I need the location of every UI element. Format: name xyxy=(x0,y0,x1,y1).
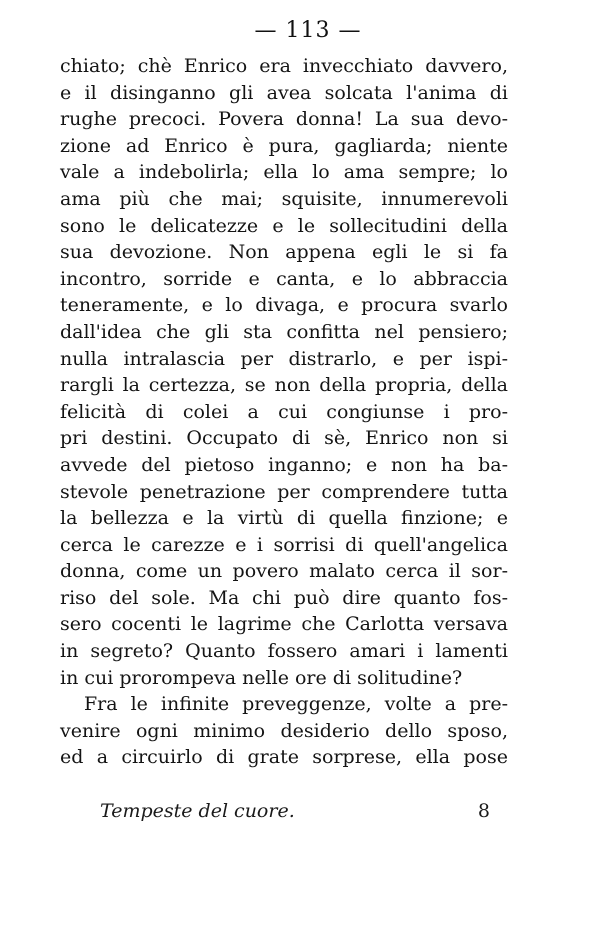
text-line: la bellezza e la virtù di quella finzione; e xyxy=(60,507,508,530)
text-line: pri destini. Occupato di sè, Enrico non si xyxy=(60,427,508,450)
text-line: avvede del pietoso inganno; e non ha ba- xyxy=(60,453,508,476)
text-line: incontro, sorride e canta, e lo abbraccia xyxy=(60,267,508,290)
text-line: rargli la certezza, se non della propria, della xyxy=(60,374,508,397)
text-line: felicità di colei a cui congiunse i pro- xyxy=(60,400,508,423)
text-line: venire ogni minimo desiderio dello sposo, xyxy=(60,719,508,742)
text-line: teneramente, e lo divaga, e procura svarlo xyxy=(60,294,508,317)
text-line: donna, come un povero malato cerca il sor- xyxy=(60,560,508,583)
text-line: ama più che mai; squisite, innumerevoli xyxy=(60,187,508,210)
body-text xyxy=(60,53,508,771)
text-line: vale a indebolirla; ella lo ama sempre; lo xyxy=(60,161,508,184)
text-line: in cui prorompeva nelle ore di solitudine? xyxy=(60,666,463,689)
text-line: sua devozione. Non appena egli le si fa xyxy=(60,241,508,264)
text-line: dall'idea che gli sta confitta nel pensiero; xyxy=(60,320,508,343)
page-footer xyxy=(100,800,490,830)
text-line: Fra le infinite preveggenze, volte a pre- xyxy=(84,693,508,716)
text-line: stevole penetrazione per comprendere tutta xyxy=(60,480,508,503)
signature-line: Tempeste del cuore. xyxy=(100,800,295,822)
signature-mark: 8 xyxy=(477,800,490,822)
text-line: zione ad Enrico è pura, gagliarda; niente xyxy=(60,134,508,157)
text-line: e il disinganno gli avea solcata l'anima di xyxy=(60,81,508,104)
text-line: rughe precoci. Povera donna! La sua devo- xyxy=(60,108,508,131)
text-line: ed a circuirlo di grate sorprese, ella pose xyxy=(60,746,508,769)
text-line: chiato; chè Enrico era invecchiato davvero, xyxy=(60,55,508,77)
text-line: sono le delicatezze e le sollecitudini della xyxy=(60,214,508,237)
text-line: nulla intralascia per distrarlo, e per ispi- xyxy=(60,347,508,370)
text-line: sero cocenti le lagrime che Carlotta versava xyxy=(60,613,508,636)
page-number: — 113 — xyxy=(254,18,362,43)
text-line: riso del sole. Ma chi può dire quanto fos- xyxy=(60,586,508,609)
text-line: cerca le carezze e i sorrisi di quell'angelica xyxy=(60,533,508,556)
text-line: in segreto? Quanto fossero amari i lamenti xyxy=(60,640,508,663)
